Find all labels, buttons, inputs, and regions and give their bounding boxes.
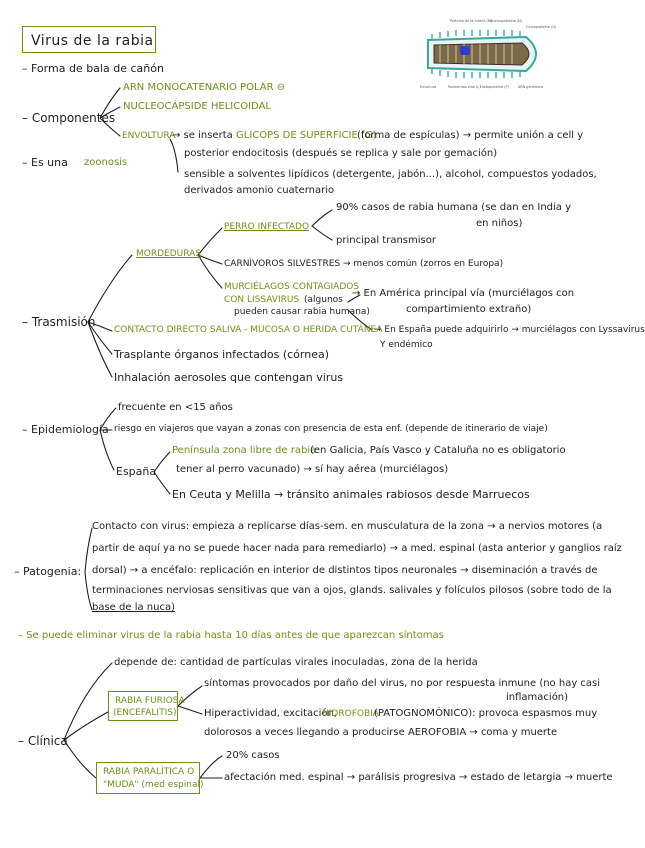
line-esp-peninsula	[154, 452, 170, 472]
line-esp-ceuta	[154, 472, 170, 494]
mord-murcielagos-3: pueden causar rabia humana)	[234, 307, 370, 317]
componentes-label: – Componentes	[22, 111, 116, 125]
line-perro-principal	[312, 226, 332, 240]
line-trans-mordeduras	[88, 255, 132, 322]
line-epi-espana	[100, 430, 114, 470]
env-line2: posterior endocitosis (después se replica y sale por gemación)	[184, 148, 498, 159]
murc-america-1: → En América principal vía (murciélagos con	[352, 288, 575, 299]
env-line1-c: (forma de espículas) → permite unión a cell y	[357, 130, 584, 141]
par-afectacion: afectación med. espinal → parálisis progresiva → estado de letargia → muerte	[224, 772, 613, 783]
line-env-sensible	[170, 139, 178, 172]
diagram-label-glucoproteina: Glucoproteína (G)	[526, 25, 557, 29]
mord-murcielagos-2b: (algunos	[304, 295, 343, 305]
cli-depende: depende de: cantidad de partículas virales inoculadas, zona de la herida	[114, 657, 478, 668]
line-cli-depende	[64, 663, 112, 740]
trans-contacto: CONTACTO DIRECTO SALIVA - MUCOSA O HERIDA CUTÁNEA	[114, 325, 383, 335]
env-line4: derivados amonio cuaternario	[184, 185, 335, 196]
line-mord-carnivoros	[198, 255, 222, 264]
line-pat-top	[85, 528, 92, 572]
diagram-label-polimerasa: Polimerasa viral (L)	[448, 85, 481, 89]
paralitica-box	[96, 762, 204, 794]
esp-peninsula: Península zona libre de rabia	[172, 445, 317, 456]
fur-hiper-a: Hiperactividad, excitación,	[204, 708, 338, 719]
transmision-label: – Trasmisión	[22, 315, 96, 329]
zoonosis-prefix: – Es una	[22, 156, 68, 169]
furiosa-title: RABIA FURIOSA	[115, 696, 185, 706]
patogenia-line3: dorsal) → a encéfalo: replicación en interior de distintos tipos neuronales → diseminación a través de	[92, 565, 598, 576]
env-line1-glicops: GLICOPS DE SUPERFICIE (G)	[236, 130, 377, 141]
line-par-casos	[200, 756, 222, 778]
epi-riesgo: riesgo en viajeros que vayan a zonas con presencia de esta enf. (depende de itinerario de viaje)	[114, 424, 548, 434]
diagram-label-nucleoproteina: Nucleoproteína (N)	[490, 19, 523, 23]
zoonosis-word: zoonosis	[84, 157, 128, 168]
patogenia-line1: Contacto con virus: empieza a replicarse días-sem. en musculatura de la zona → a nervios motores (a	[92, 521, 603, 532]
trans-inhalacion: Inhalación aerosoles que contengan virus	[114, 371, 344, 384]
diagram-label-fosfoproteina: Fosfoproteína (P)	[480, 85, 509, 89]
virus-diagram	[418, 16, 568, 96]
patogenia-line4: terminaciones nerviosas sensitivas que van a ojos, glands. salivales y folículos pilosos (sobre todo de la	[92, 585, 612, 596]
line-cli-paralitica	[64, 740, 96, 778]
fur-hiper-2: dolorosos a veces llegando a producirse AEROFOBIA → coma y muerte	[204, 727, 558, 738]
esp-peninsula-b: (en Galicia, País Vasco y Cataluña no es obligatorio	[310, 445, 566, 456]
eliminar-line: – Se puede eliminar virus de la rabia hasta 10 días antes de que aparezcan síntomas	[18, 630, 444, 641]
perro-90-cont: en niños)	[476, 218, 523, 229]
virus-polymerase	[460, 46, 470, 55]
mord-murcielagos-1: MURCIÉLAGOS CONTAGIADOS	[224, 282, 360, 292]
furiosa-box	[108, 691, 185, 721]
fur-hidrofobia: HIDROFOBIA	[322, 709, 379, 719]
mord-carnivoros: CARNÍVOROS SILVESTRES → menos común (zorros en Europa)	[224, 259, 504, 269]
par-casos: 20% casos	[226, 750, 280, 761]
paralitica-subtitle: "MUDA" (med espinal)	[103, 780, 204, 790]
esp-ceuta: En Ceuta y Melilla → tránsito animales rabiosos desde Marruecos	[172, 488, 530, 501]
line-fur-hiper	[178, 706, 202, 714]
mord-murcielagos-2a: CON LISSAVIRUS	[224, 295, 300, 305]
patogenia-label: – Patogenia:	[14, 565, 82, 578]
comp-arn: ARN MONOCATENARIO POLAR ⊖	[123, 82, 286, 93]
patogenia-line2: partir de aquí ya no se puede hacer nada para remediarlo) → a med. espinal (asta anterior y ganglios raíz	[92, 543, 622, 554]
perro-principal: principal transmisor	[336, 235, 436, 246]
epidemiologia-label: – Epidemiología	[22, 423, 109, 436]
paralitica-title: RABIA PARALÍTICA O	[103, 767, 195, 777]
patogenia-line5: base de la nuca)	[92, 602, 175, 613]
esp-peninsula-2: tener al perro vacunado) → sí hay aérea (murciélagos)	[176, 464, 449, 475]
furiosa-subtitle: (ENCEFALITIS)	[113, 708, 177, 718]
comp-nucleocapside: NUCLEOCÁPSIDE HELICOIDAL	[123, 101, 271, 112]
murc-america-2: compartimiento extraño)	[406, 304, 532, 315]
page-title: Virus de la rabia	[31, 33, 154, 49]
fur-hiper-c: (PATOGNOMÓNICO): provoca espasmos muy	[374, 708, 598, 719]
clinica-label: – Clínica	[18, 734, 68, 748]
comp-envoltura: ENVOLTURA	[122, 131, 176, 141]
fur-sintomas: síntomas provocados por daño del virus, no por respuesta inmune (no hay casi	[204, 678, 601, 689]
line-mord-perro	[198, 228, 222, 255]
diagram-label-matriz: Proteína de la matriz (M)	[450, 19, 492, 23]
title-box	[22, 26, 156, 53]
diagram-label-arn: ARN genómico	[518, 85, 543, 89]
murc-espana-2: Y endémico	[380, 340, 433, 350]
murc-espana-1: → En España puede adquirirlo → murciélagos con Lyssavirus	[374, 325, 645, 335]
line-perro-90	[312, 210, 332, 226]
forma-line: – Forma de bala de cañón	[22, 62, 164, 75]
mord-perro: PERRO INFECTADO	[224, 222, 310, 232]
fur-sintomas-2: inflamación)	[506, 692, 569, 703]
trans-mordeduras: MORDEDURAS	[136, 249, 201, 259]
line-pat-bottom	[85, 572, 92, 610]
env-line1-a: → se inserta	[172, 130, 233, 141]
diagram-label-envoltura: Envoltura	[420, 85, 437, 89]
epi-espana: España	[116, 465, 157, 478]
env-line3: sensible a solventes lipídicos (detergente, jabón...), alcohol, compuestos yodados,	[184, 169, 597, 180]
perro-90: 90% casos de rabia humana (se dan en India y	[336, 202, 572, 213]
line-cli-furiosa	[64, 712, 108, 740]
epi-frecuente: frecuente en <15 años	[118, 402, 233, 413]
trans-trasplante: Trasplante órganos infectados (córnea)	[114, 348, 330, 361]
